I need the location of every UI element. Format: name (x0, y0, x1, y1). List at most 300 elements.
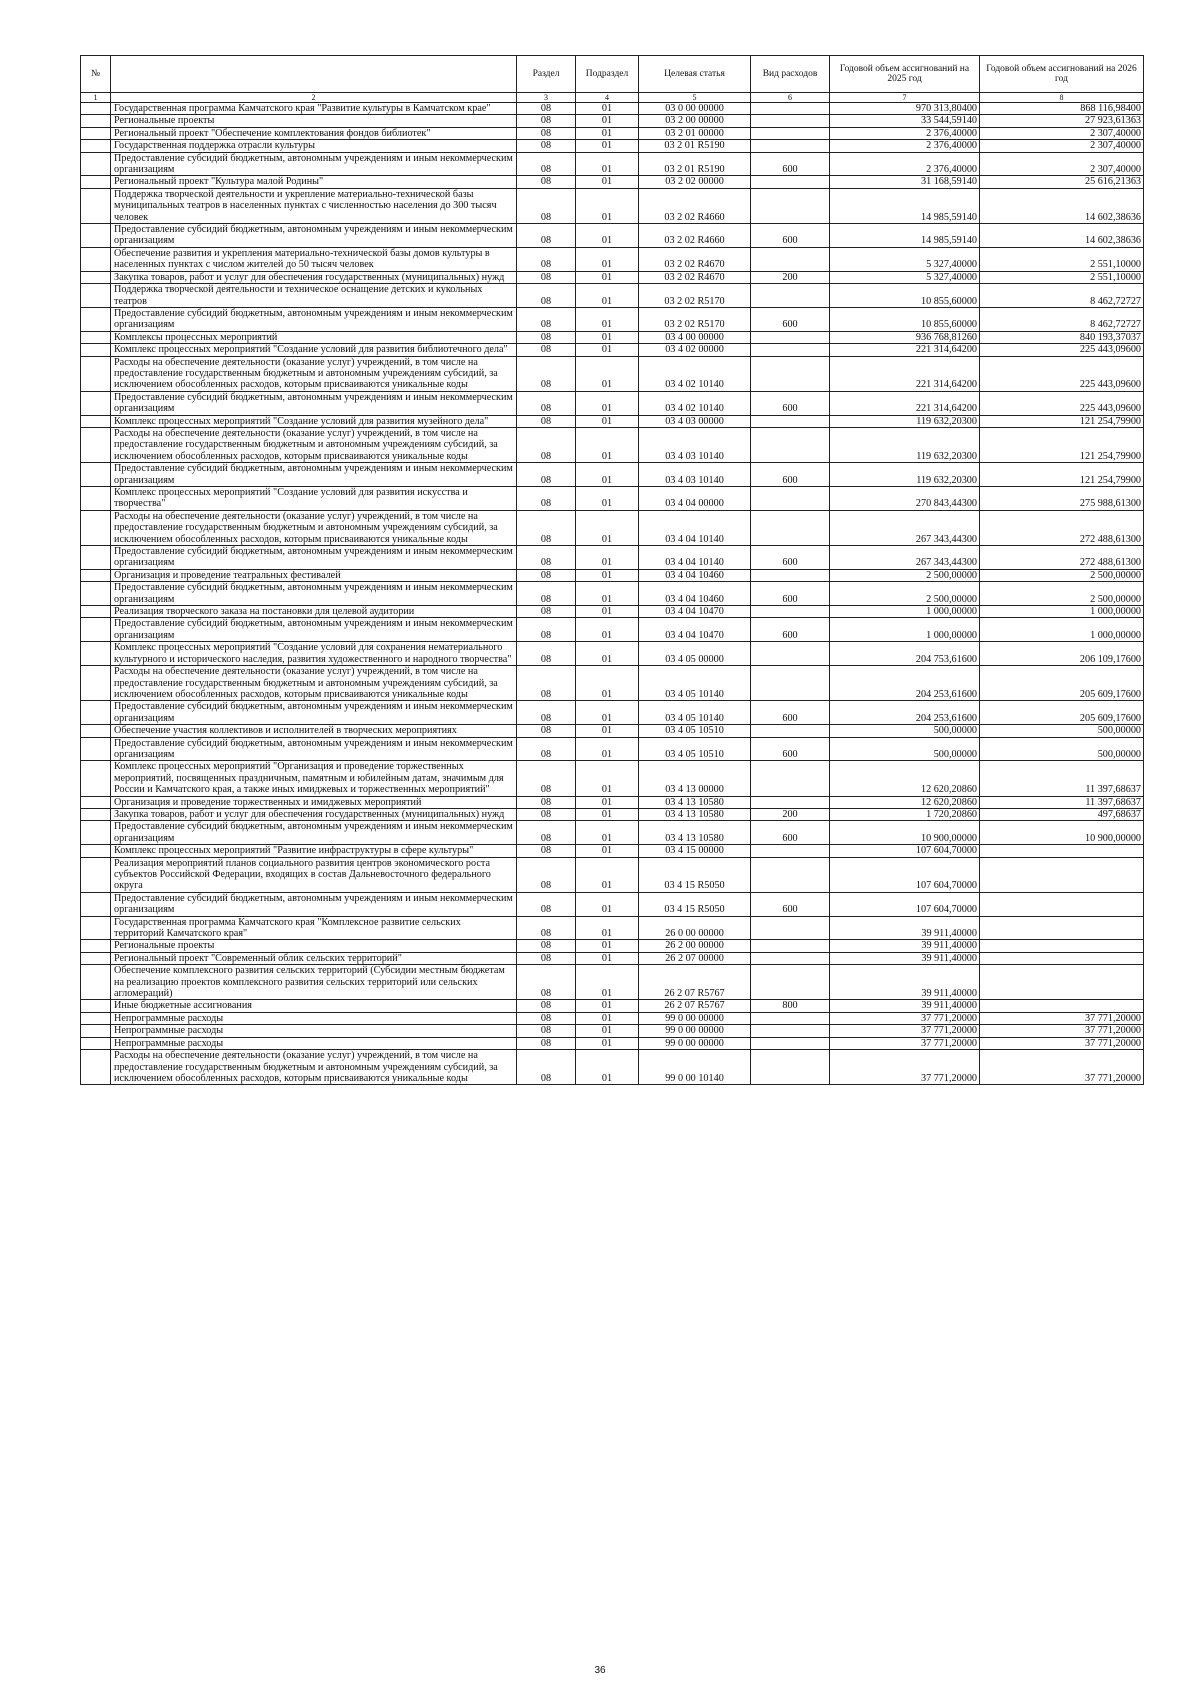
table-row (81, 808, 1144, 820)
row-2026-cell: 121 254,79900 (980, 415, 1144, 427)
row-target-article-cell: 03 0 00 00000 (639, 103, 751, 115)
row-expense-type-cell: 600 (751, 224, 830, 248)
row-2026-cell (980, 965, 1144, 1000)
row-target-article-cell: 99 0 00 00000 (639, 1012, 751, 1024)
row-razdel-cell: 08 (517, 606, 576, 618)
row-target-article-cell: 03 4 00 00000 (639, 331, 751, 343)
row-name-cell: Предоставление субсидий бюджетным, автономным учреждениям и иным некоммерческим организациям (111, 582, 517, 606)
row-name-cell: Предоставление субсидий бюджетным, автономным учреждениям и иным некоммерческим организациям (111, 821, 517, 845)
row-2025-cell: 37 771,20000 (830, 1050, 980, 1085)
row-target-article-cell: 03 4 03 10140 (639, 427, 751, 462)
row-name-cell: Предоставление субсидий бюджетным, автономным учреждениям и иным некоммерческим организациям (111, 737, 517, 761)
row-razdel-cell: 08 (517, 916, 576, 940)
row-index-cell (81, 725, 111, 737)
row-razdel-cell: 08 (517, 642, 576, 666)
row-name-cell: Комплексы процессных мероприятий (111, 331, 517, 343)
row-expense-type-cell (751, 344, 830, 356)
row-2025-cell: 107 604,70000 (830, 892, 980, 916)
row-podrazdel-cell: 01 (576, 103, 639, 115)
row-podrazdel-cell: 01 (576, 152, 639, 176)
row-expense-type-cell (751, 761, 830, 796)
row-razdel-cell: 08 (517, 845, 576, 857)
column-number: 4 (576, 93, 639, 103)
header-razdel: Раздел (517, 56, 576, 93)
row-2025-cell: 500,00000 (830, 725, 980, 737)
row-podrazdel-cell: 01 (576, 224, 639, 248)
row-name-cell: Закупка товаров, работ и услуг для обеспечения государственных (муниципальных) нужд (111, 271, 517, 283)
table-row (81, 115, 1144, 127)
row-name-cell: Реализация творческого заказа на постановки для целевой аудитории (111, 606, 517, 618)
row-target-article-cell: 03 4 05 00000 (639, 642, 751, 666)
row-podrazdel-cell: 01 (576, 344, 639, 356)
row-podrazdel-cell: 01 (576, 115, 639, 127)
column-number: 2 (111, 93, 517, 103)
row-name-cell: Комплекс процессных мероприятий "Организация и проведение торжественных мероприятий, посвященных праздничным, памятным и юбилейным датам, значимым для России и Камчатского края, а также иных имиджевых и торжественных мероприятий" (111, 761, 517, 796)
row-expense-type-cell: 600 (751, 307, 830, 331)
row-index-cell (81, 1050, 111, 1085)
row-2026-cell (980, 845, 1144, 857)
row-2025-cell: 270 843,44300 (830, 487, 980, 511)
row-index-cell (81, 247, 111, 271)
row-razdel-cell: 08 (517, 391, 576, 415)
row-2026-cell: 225 443,09600 (980, 344, 1144, 356)
table-row (81, 463, 1144, 487)
table-row (81, 857, 1144, 892)
row-name-cell: Расходы на обеспечение деятельности (оказание услуг) учреждений, в том числе на предоставление государственным бюджетным и автономным учреждениям субсидий, за исключением обособленных расходов, которым присваиваются уникальные коды (111, 666, 517, 701)
row-2026-cell: 205 609,17600 (980, 666, 1144, 701)
row-name-cell: Реализация мероприятий планов социального развития центров экономического роста субъектов Российской Федерации, входящих в состав Дальневосточного федерального округа (111, 857, 517, 892)
row-name-cell: Комплекс процессных мероприятий "Развитие инфраструктуры в сфере культуры" (111, 845, 517, 857)
column-number: 1 (81, 93, 111, 103)
row-target-article-cell: 99 0 00 00000 (639, 1037, 751, 1049)
row-podrazdel-cell: 01 (576, 1050, 639, 1085)
row-index-cell (81, 103, 111, 115)
row-index-cell (81, 188, 111, 223)
row-name-cell: Предоставление субсидий бюджетным, автономным учреждениям и иным некоммерческим организациям (111, 618, 517, 642)
row-razdel-cell: 08 (517, 415, 576, 427)
row-target-article-cell: 03 4 05 10140 (639, 701, 751, 725)
row-podrazdel-cell: 01 (576, 1000, 639, 1012)
row-expense-type-cell: 600 (751, 582, 830, 606)
row-razdel-cell: 08 (517, 344, 576, 356)
row-razdel-cell: 08 (517, 952, 576, 964)
row-razdel-cell: 08 (517, 569, 576, 581)
row-razdel-cell: 08 (517, 582, 576, 606)
row-razdel-cell: 08 (517, 307, 576, 331)
header-expense-type: Вид расходов (751, 56, 830, 93)
row-2025-cell: 39 911,40000 (830, 952, 980, 964)
row-razdel-cell: 08 (517, 737, 576, 761)
row-razdel-cell: 08 (517, 808, 576, 820)
row-target-article-cell: 03 4 15 R5050 (639, 857, 751, 892)
row-2026-cell: 2 551,10000 (980, 271, 1144, 283)
row-razdel-cell: 08 (517, 821, 576, 845)
table-row (81, 569, 1144, 581)
table-row (81, 642, 1144, 666)
row-2025-cell: 5 327,40000 (830, 247, 980, 271)
header-2025: Годовой объем ассигнований на 2025 год (830, 56, 980, 93)
row-target-article-cell: 03 2 02 R4670 (639, 247, 751, 271)
row-podrazdel-cell: 01 (576, 725, 639, 737)
row-podrazdel-cell: 01 (576, 356, 639, 391)
row-2025-cell: 500,00000 (830, 737, 980, 761)
row-podrazdel-cell: 01 (576, 666, 639, 701)
column-number: 8 (980, 93, 1144, 103)
row-podrazdel-cell: 01 (576, 546, 639, 570)
row-razdel-cell: 08 (517, 331, 576, 343)
row-2025-cell: 267 343,44300 (830, 546, 980, 570)
row-target-article-cell: 03 4 05 10510 (639, 725, 751, 737)
row-2025-cell: 14 985,59140 (830, 224, 980, 248)
row-2026-cell: 11 397,68637 (980, 761, 1144, 796)
table-row (81, 224, 1144, 248)
row-target-article-cell: 03 4 04 10470 (639, 606, 751, 618)
row-razdel-cell: 08 (517, 103, 576, 115)
row-target-article-cell: 03 2 02 R4660 (639, 188, 751, 223)
table-row (81, 247, 1144, 271)
row-razdel-cell: 08 (517, 510, 576, 545)
row-target-article-cell: 26 2 07 R5767 (639, 1000, 751, 1012)
row-podrazdel-cell: 01 (576, 140, 639, 152)
table-row (81, 1025, 1144, 1037)
row-podrazdel-cell: 01 (576, 642, 639, 666)
row-index-cell (81, 1025, 111, 1037)
row-2025-cell: 2 376,40000 (830, 140, 980, 152)
table-row (81, 152, 1144, 176)
table-row (81, 487, 1144, 511)
row-2025-cell: 936 768,81260 (830, 331, 980, 343)
row-index-cell (81, 463, 111, 487)
row-2026-cell (980, 1000, 1144, 1012)
row-index-cell (81, 965, 111, 1000)
row-target-article-cell: 03 4 04 10140 (639, 546, 751, 570)
row-index-cell (81, 737, 111, 761)
row-podrazdel-cell: 01 (576, 463, 639, 487)
row-index-cell (81, 761, 111, 796)
row-2025-cell: 31 168,59140 (830, 176, 980, 188)
row-name-cell: Региональные проекты (111, 940, 517, 952)
table-row (81, 391, 1144, 415)
row-expense-type-cell (751, 1012, 830, 1024)
row-index-cell (81, 642, 111, 666)
row-2025-cell: 39 911,40000 (830, 965, 980, 1000)
row-expense-type-cell (751, 965, 830, 1000)
row-name-cell: Непрограммные расходы (111, 1025, 517, 1037)
table-row (81, 103, 1144, 115)
row-name-cell: Обеспечение участия коллективов и исполнителей в творческих мероприятиях (111, 725, 517, 737)
row-target-article-cell: 03 4 13 10580 (639, 821, 751, 845)
row-target-article-cell: 26 2 00 00000 (639, 940, 751, 952)
row-name-cell: Непрограммные расходы (111, 1012, 517, 1024)
row-name-cell: Обеспечение развития и укрепления материально-технической базы домов культуры в населенных пунктах с числом жителей до 50 тысяч человек (111, 247, 517, 271)
table-row (81, 821, 1144, 845)
row-podrazdel-cell: 01 (576, 606, 639, 618)
row-index-cell (81, 415, 111, 427)
row-index-cell (81, 284, 111, 308)
row-podrazdel-cell: 01 (576, 1037, 639, 1049)
table-row (81, 427, 1144, 462)
row-expense-type-cell (751, 569, 830, 581)
row-razdel-cell: 08 (517, 127, 576, 139)
row-podrazdel-cell: 01 (576, 487, 639, 511)
row-podrazdel-cell: 01 (576, 1012, 639, 1024)
row-razdel-cell: 08 (517, 152, 576, 176)
table-row (81, 666, 1144, 701)
row-index-cell (81, 224, 111, 248)
row-2025-cell: 33 544,59140 (830, 115, 980, 127)
row-2025-cell: 204 253,61600 (830, 701, 980, 725)
row-podrazdel-cell: 01 (576, 391, 639, 415)
row-2025-cell: 1 000,00000 (830, 606, 980, 618)
row-2025-cell: 221 314,64200 (830, 391, 980, 415)
row-2025-cell: 2 500,00000 (830, 582, 980, 606)
table-row (81, 761, 1144, 796)
row-razdel-cell: 08 (517, 1012, 576, 1024)
row-2026-cell: 25 616,21363 (980, 176, 1144, 188)
row-2025-cell: 221 314,64200 (830, 356, 980, 391)
row-index-cell (81, 582, 111, 606)
row-2025-cell: 37 771,20000 (830, 1012, 980, 1024)
row-index-cell (81, 271, 111, 283)
row-name-cell: Региональный проект "Культура малой Родины" (111, 176, 517, 188)
row-2026-cell: 500,00000 (980, 725, 1144, 737)
table-body (81, 103, 1144, 1085)
row-index-cell (81, 845, 111, 857)
row-razdel-cell: 08 (517, 356, 576, 391)
row-name-cell: Комплекс процессных мероприятий "Создание условий для развития музейного дела" (111, 415, 517, 427)
row-podrazdel-cell: 01 (576, 427, 639, 462)
row-index-cell (81, 391, 111, 415)
row-2026-cell: 2 500,00000 (980, 582, 1144, 606)
row-razdel-cell: 08 (517, 701, 576, 725)
header-number: № (81, 56, 111, 93)
header-row (81, 56, 1144, 93)
row-2025-cell: 12 620,20860 (830, 761, 980, 796)
row-index-cell (81, 916, 111, 940)
row-2026-cell: 1 000,00000 (980, 618, 1144, 642)
row-podrazdel-cell: 01 (576, 618, 639, 642)
row-2025-cell: 1 000,00000 (830, 618, 980, 642)
row-podrazdel-cell: 01 (576, 916, 639, 940)
row-razdel-cell: 08 (517, 224, 576, 248)
row-target-article-cell: 03 4 15 R5050 (639, 892, 751, 916)
row-2025-cell: 1 720,20860 (830, 808, 980, 820)
row-expense-type-cell: 600 (751, 892, 830, 916)
row-name-cell: Предоставление субсидий бюджетным, автономным учреждениям и иным некоммерческим организациям (111, 463, 517, 487)
row-expense-type-cell: 600 (751, 546, 830, 570)
row-expense-type-cell (751, 284, 830, 308)
row-2026-cell: 868 116,98400 (980, 103, 1144, 115)
row-2026-cell: 8 462,72727 (980, 284, 1144, 308)
row-razdel-cell: 08 (517, 1037, 576, 1049)
row-name-cell: Предоставление субсидий бюджетным, автономным учреждениям и иным некоммерческим организациям (111, 391, 517, 415)
row-name-cell: Обеспечение комплексного развития сельских территорий (Субсидии местным бюджетам на реализацию проектов комплексного развития сельских территорий или сельских агломераций) (111, 965, 517, 1000)
row-target-article-cell: 03 4 13 10580 (639, 796, 751, 808)
table-row (81, 331, 1144, 343)
row-expense-type-cell (751, 606, 830, 618)
row-2025-cell: 10 900,00000 (830, 821, 980, 845)
row-index-cell (81, 1000, 111, 1012)
row-2025-cell: 107 604,70000 (830, 857, 980, 892)
row-podrazdel-cell: 01 (576, 821, 639, 845)
row-podrazdel-cell: 01 (576, 952, 639, 964)
table-row (81, 188, 1144, 223)
row-expense-type-cell (751, 666, 830, 701)
row-2026-cell: 37 771,20000 (980, 1037, 1144, 1049)
row-index-cell (81, 427, 111, 462)
header-podrazdel: Подраздел (576, 56, 639, 93)
row-target-article-cell: 03 2 01 00000 (639, 127, 751, 139)
table-row (81, 140, 1144, 152)
row-podrazdel-cell: 01 (576, 965, 639, 1000)
table-row (81, 546, 1144, 570)
row-2026-cell: 272 488,61300 (980, 510, 1144, 545)
row-2025-cell: 37 771,20000 (830, 1025, 980, 1037)
row-expense-type-cell (751, 427, 830, 462)
row-target-article-cell: 99 0 00 00000 (639, 1025, 751, 1037)
row-index-cell (81, 618, 111, 642)
row-2025-cell: 2 500,00000 (830, 569, 980, 581)
table-row (81, 1037, 1144, 1049)
table-row (81, 606, 1144, 618)
row-2026-cell: 2 307,40000 (980, 140, 1144, 152)
table-row (81, 176, 1144, 188)
row-2026-cell: 10 900,00000 (980, 821, 1144, 845)
table-row (81, 127, 1144, 139)
row-index-cell (81, 127, 111, 139)
row-target-article-cell: 26 2 07 R5767 (639, 965, 751, 1000)
row-target-article-cell: 26 0 00 00000 (639, 916, 751, 940)
row-podrazdel-cell: 01 (576, 796, 639, 808)
row-2026-cell: 840 193,37037 (980, 331, 1144, 343)
row-expense-type-cell (751, 127, 830, 139)
table-row (81, 307, 1144, 331)
row-name-cell: Расходы на обеспечение деятельности (оказание услуг) учреждений, в том числе на предоставление государственным бюджетным и автономным учреждениям субсидий, за исключением обособленных расходов, которым присваиваются уникальные коды (111, 356, 517, 391)
row-podrazdel-cell: 01 (576, 761, 639, 796)
row-2026-cell (980, 916, 1144, 940)
row-name-cell: Региональные проекты (111, 115, 517, 127)
row-2025-cell: 39 911,40000 (830, 916, 980, 940)
row-expense-type-cell (751, 642, 830, 666)
row-name-cell: Поддержка творческой деятельности и укрепление материально-технической базы муниципальных театров в населенных пунктах с численностью населения до 300 тысяч человек (111, 188, 517, 223)
column-number: 5 (639, 93, 751, 103)
row-target-article-cell: 03 4 13 00000 (639, 761, 751, 796)
row-podrazdel-cell: 01 (576, 701, 639, 725)
row-podrazdel-cell: 01 (576, 415, 639, 427)
row-target-article-cell: 03 4 04 10470 (639, 618, 751, 642)
table-row (81, 725, 1144, 737)
row-2025-cell: 12 620,20860 (830, 796, 980, 808)
table-row (81, 284, 1144, 308)
column-number: 3 (517, 93, 576, 103)
page-number: 36 (594, 1665, 606, 1676)
row-target-article-cell: 03 2 02 R5170 (639, 284, 751, 308)
row-name-cell: Непрограммные расходы (111, 1037, 517, 1049)
row-expense-type-cell (751, 103, 830, 115)
row-target-article-cell: 03 4 02 10140 (639, 391, 751, 415)
row-expense-type-cell: 600 (751, 463, 830, 487)
row-2025-cell: 2 376,40000 (830, 152, 980, 176)
row-razdel-cell: 08 (517, 1000, 576, 1012)
row-razdel-cell: 08 (517, 1025, 576, 1037)
row-name-cell: Государственная поддержка отрасли культуры (111, 140, 517, 152)
row-podrazdel-cell: 01 (576, 331, 639, 343)
header-target-article: Целевая статья (639, 56, 751, 93)
row-index-cell (81, 808, 111, 820)
column-number-row (81, 93, 1144, 103)
row-razdel-cell: 08 (517, 796, 576, 808)
row-target-article-cell: 03 4 15 00000 (639, 845, 751, 857)
row-target-article-cell: 03 4 04 10460 (639, 569, 751, 581)
row-expense-type-cell: 600 (751, 821, 830, 845)
row-2026-cell: 206 109,17600 (980, 642, 1144, 666)
row-expense-type-cell (751, 725, 830, 737)
row-2026-cell: 8 462,72727 (980, 307, 1144, 331)
row-razdel-cell: 08 (517, 115, 576, 127)
row-razdel-cell: 08 (517, 271, 576, 283)
row-2026-cell (980, 892, 1144, 916)
row-target-article-cell: 03 2 02 R5170 (639, 307, 751, 331)
row-2025-cell: 10 855,60000 (830, 307, 980, 331)
row-2025-cell: 119 632,20300 (830, 463, 980, 487)
row-razdel-cell: 08 (517, 546, 576, 570)
row-target-article-cell: 03 2 02 00000 (639, 176, 751, 188)
row-2026-cell (980, 857, 1144, 892)
row-expense-type-cell (751, 1037, 830, 1049)
row-index-cell (81, 701, 111, 725)
column-number: 7 (830, 93, 980, 103)
row-2026-cell (980, 940, 1144, 952)
row-2026-cell: 121 254,79900 (980, 427, 1144, 462)
row-2026-cell: 275 988,61300 (980, 487, 1144, 511)
row-expense-type-cell (751, 188, 830, 223)
row-2026-cell: 500,00000 (980, 737, 1144, 761)
row-expense-type-cell: 600 (751, 152, 830, 176)
row-expense-type-cell: 600 (751, 618, 830, 642)
row-podrazdel-cell: 01 (576, 737, 639, 761)
table-row (81, 940, 1144, 952)
row-target-article-cell: 03 4 02 10140 (639, 356, 751, 391)
row-razdel-cell: 08 (517, 618, 576, 642)
table-row (81, 344, 1144, 356)
row-expense-type-cell (751, 857, 830, 892)
row-name-cell: Организация и проведение театральных фестивалей (111, 569, 517, 581)
row-podrazdel-cell: 01 (576, 188, 639, 223)
row-podrazdel-cell: 01 (576, 582, 639, 606)
row-expense-type-cell (751, 415, 830, 427)
row-target-article-cell: 03 4 05 10510 (639, 737, 751, 761)
row-name-cell: Поддержка творческой деятельности и техническое оснащение детских и кукольных театров (111, 284, 517, 308)
row-index-cell (81, 176, 111, 188)
row-expense-type-cell: 600 (751, 737, 830, 761)
row-index-cell (81, 952, 111, 964)
row-razdel-cell: 08 (517, 892, 576, 916)
row-name-cell: Иные бюджетные ассигнования (111, 1000, 517, 1012)
row-name-cell: Предоставление субсидий бюджетным, автономным учреждениям и иным некоммерческим организациям (111, 307, 517, 331)
row-name-cell: Предоставление субсидий бюджетным, автономным учреждениям и иным некоммерческим организациям (111, 546, 517, 570)
row-expense-type-cell (751, 331, 830, 343)
row-podrazdel-cell: 01 (576, 1025, 639, 1037)
row-razdel-cell: 08 (517, 965, 576, 1000)
row-2025-cell: 10 855,60000 (830, 284, 980, 308)
row-target-article-cell: 26 2 07 00000 (639, 952, 751, 964)
row-name-cell: Государственная программа Камчатского края "Развитие культуры в Камчатском крае" (111, 103, 517, 115)
row-podrazdel-cell: 01 (576, 307, 639, 331)
row-name-cell: Расходы на обеспечение деятельности (оказание услуг) учреждений, в том числе на предоставление государственным бюджетным и автономным учреждениям субсидий, за исключением обособленных расходов, которым присваиваются уникальные коды (111, 1050, 517, 1085)
row-podrazdel-cell: 01 (576, 892, 639, 916)
row-razdel-cell: 08 (517, 857, 576, 892)
row-2026-cell: 2 307,40000 (980, 127, 1144, 139)
